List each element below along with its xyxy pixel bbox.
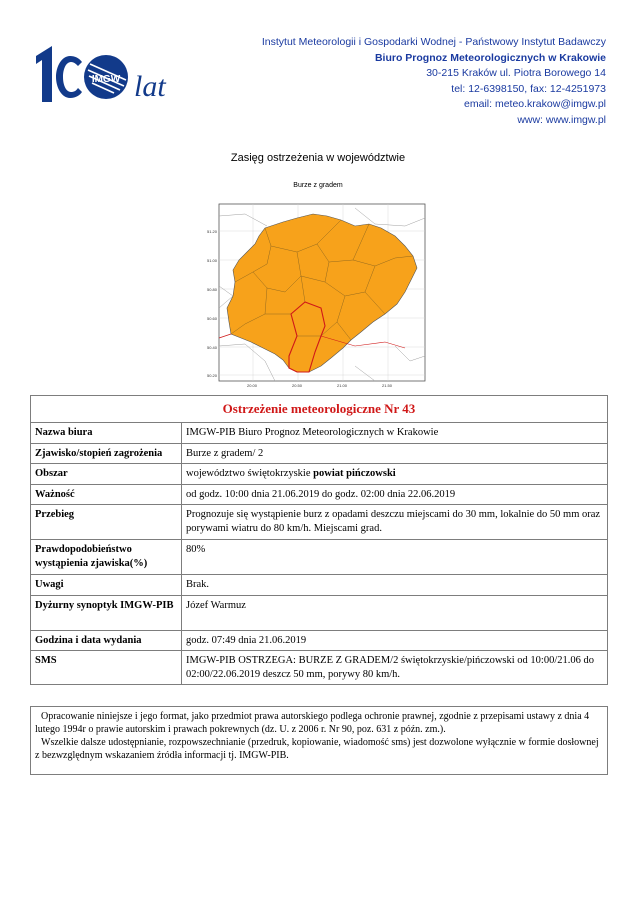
lat-tick-label: 51.20 xyxy=(207,229,218,234)
header-phone: tel: 12-6398150, fax: 12-4251973 xyxy=(451,82,606,95)
table-row xyxy=(31,464,608,485)
logo-lat-text: lat xyxy=(134,70,166,103)
row-label-area: Obszar xyxy=(31,464,182,485)
row-value-phenomenon: Burze z gradem/ 2 xyxy=(182,443,608,464)
table-row xyxy=(31,443,608,464)
row-label-issued: Godzina i data wydania xyxy=(31,630,182,651)
row-value-forecaster: Józef Warmuz xyxy=(182,595,608,630)
lat-tick-label: 50.80 xyxy=(207,287,218,292)
lon-tick-label: 20.50 xyxy=(292,383,303,388)
lon-tick-label: 21.50 xyxy=(382,383,393,388)
warning-area-map xyxy=(205,196,431,392)
map-title: Zasięg ostrzeżenia w województwie xyxy=(230,152,406,164)
row-value-issued: godz. 07:49 dnia 21.06.2019 xyxy=(182,630,608,651)
table-row xyxy=(31,595,608,630)
row-label-sms: SMS xyxy=(31,651,182,685)
logo-badge: IMGW xyxy=(91,74,121,85)
lon-tick-label: 21.00 xyxy=(337,383,348,388)
row-value-area xyxy=(182,464,608,485)
lat-tick-label: 50.20 xyxy=(207,373,218,378)
lat-tick-label: 51.00 xyxy=(207,258,218,263)
copyright-paragraph: Opracowanie niniejsze i jego format, jako przedmiot prawa autorskiego podlega ochronie prawnej, zgodnie z przepisami ustawy z dnia 4 lutego 1994r o prawie autorskim i prawach pokrewnych (dz. U. z 2006 r. Nr 90, poz. 631 z późn. zm.). xyxy=(35,711,590,735)
header-www: www: www.imgw.pl xyxy=(517,113,606,126)
row-label-validity: Ważność xyxy=(31,484,182,505)
header-institute-name: Instytut Meteorologii i Gospodarki Wodnej - Państwowy Instytut Badawczy xyxy=(261,36,606,48)
table-row xyxy=(31,651,608,685)
table-row xyxy=(31,575,608,596)
institute-header xyxy=(206,35,606,128)
row-label-office: Nazwa biura xyxy=(31,423,182,444)
row-label-course: Przebieg xyxy=(31,505,182,540)
table-row xyxy=(31,540,608,575)
table-row xyxy=(31,484,608,505)
warning-title: Ostrzeżenie meteorologiczne Nr 43 xyxy=(31,396,608,423)
table-row xyxy=(31,423,608,444)
row-value-sms: IMGW-PIB OSTRZEGA: BURZE Z GRADEM/2 świętokrzyskie/pińczowski od 10:00/21.06 do 02:00/22.06.2019 deszcz 50 mm, porywy 80 km/h. xyxy=(182,651,608,685)
lat-tick-label: 50.40 xyxy=(207,345,218,350)
row-value-probability: 80% xyxy=(182,540,608,575)
row-value-remarks: Brak. xyxy=(182,575,608,596)
table-row xyxy=(31,505,608,540)
map-subtitle: Burze z gradem xyxy=(293,182,343,189)
copyright-notice xyxy=(30,706,608,775)
row-value-office: IMGW-PIB Biuro Prognoz Meteorologicznych w Krakowie xyxy=(182,423,608,444)
lat-tick-label: 50.60 xyxy=(207,316,218,321)
area-county: powiat pińczowski xyxy=(313,468,396,479)
row-label-probability: Prawdopodobieństwo wystąpienia zjawiska(%) xyxy=(31,540,182,575)
table-row xyxy=(31,630,608,651)
row-value-course: Prognozuje się wystąpienie burz z opadami deszczu miejscami do 30 mm, lokalnie do 50 mm oraz porywami wiatru do 80 km/h. Miejscami grad. xyxy=(182,505,608,540)
row-label-phenomenon: Zjawisko/stopień zagrożenia xyxy=(31,443,182,464)
header-email: email: meteo.krakow@imgw.pl xyxy=(464,98,606,110)
header-office-name: Biuro Prognoz Meteorologicznych w Krakowie xyxy=(374,51,606,64)
warning-table xyxy=(30,395,608,685)
distribution-paragraph: Wszelkie dalsze udostępnianie, rozpowszechnianie (przedruk, kopiowanie, wiadomość sms) jest dozwolone wyłącznie w formie dosłownej z bezwzględnym wskazaniem źródła informacji tj. IMGW-PIB. xyxy=(35,737,599,761)
row-label-remarks: Uwagi xyxy=(31,575,182,596)
imgw-100-lat-logo xyxy=(34,40,194,110)
row-value-validity: od godz. 10:00 dnia 21.06.2019 do godz. 02:00 dnia 22.06.2019 xyxy=(182,484,608,505)
area-voivodeship: województwo świętokrzyskie xyxy=(186,468,311,479)
lon-tick-label: 20.00 xyxy=(247,383,258,388)
header-address: 30-215 Kraków ul. Piotra Borowego 14 xyxy=(426,67,606,79)
row-label-forecaster: Dyżurny synoptyk IMGW-PIB xyxy=(31,595,182,630)
